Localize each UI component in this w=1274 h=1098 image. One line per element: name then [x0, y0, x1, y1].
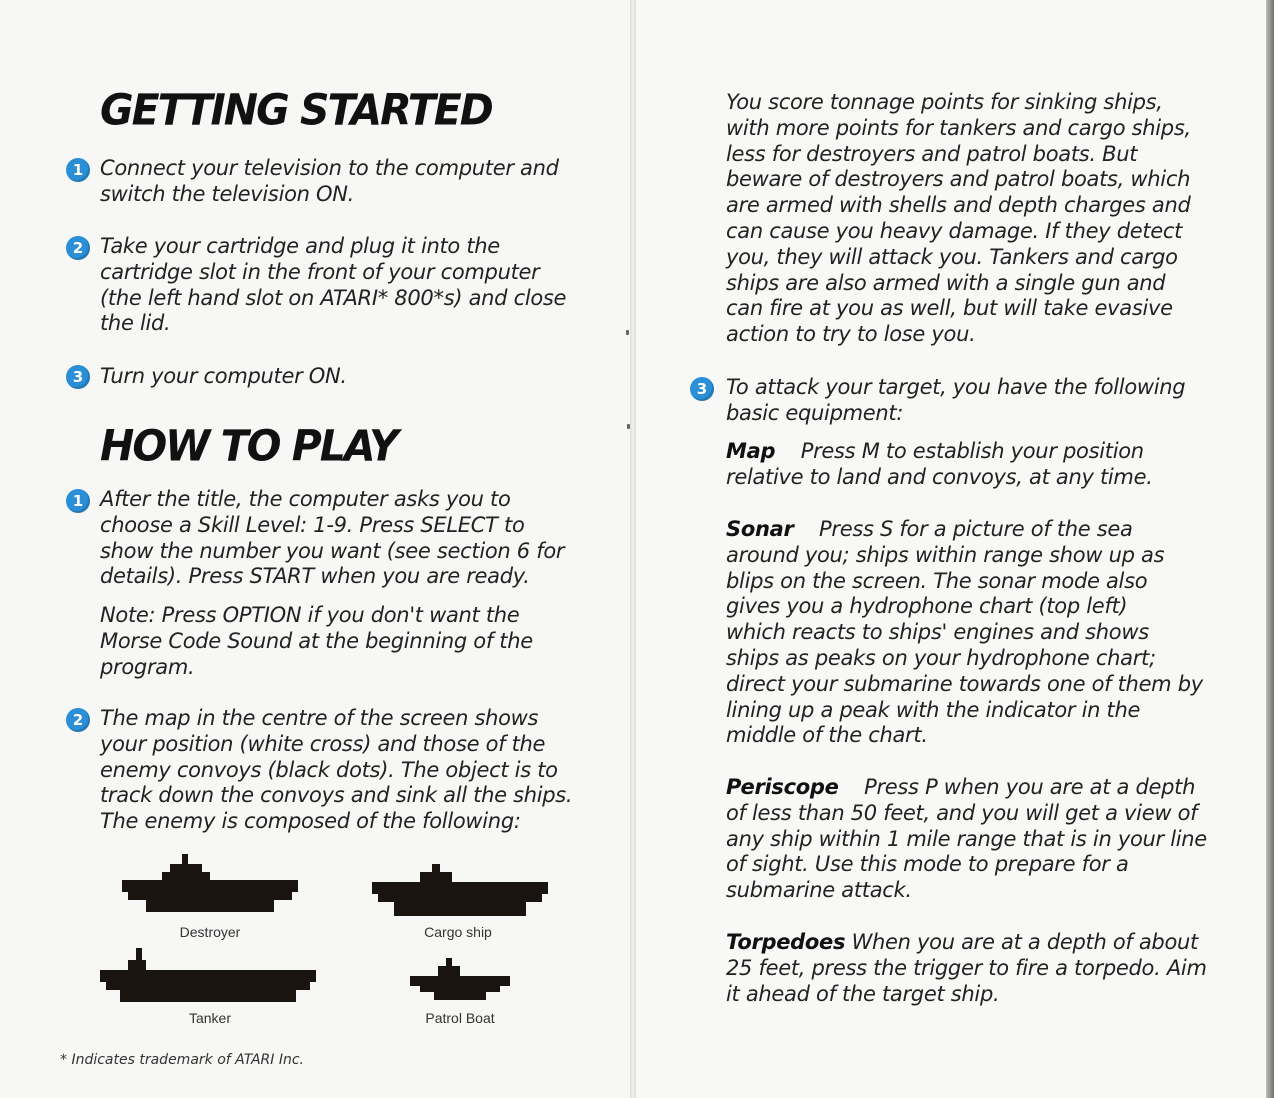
dust-speck — [626, 330, 629, 335]
dust-speck — [627, 424, 630, 429]
destroyer-ship-icon — [122, 854, 298, 918]
step-number-badge: 2 — [66, 236, 90, 260]
right-page — [636, 0, 1268, 1098]
sonar-equipment — [726, 517, 1226, 749]
sonar-description: Press S for a picture of the sea around you; ships within range show up as blips on the screen. The sonar mode also gives you a hydrophone chart (top left) which reacts to ships' engines and shows ships as peaks on your hydrophone chart; direct your submarine towards one of them by lining up a peak with the indicator in the middle of the chart. — [726, 517, 1203, 748]
step-text: Connect your television to the computer and switch the television ON. — [100, 156, 559, 206]
sonar-label: Sonar — [726, 517, 794, 541]
trademark-footnote: * Indicates trademark of ATARI Inc. — [60, 1052, 305, 1068]
destroyer-caption: Destroyer — [179, 924, 241, 940]
map-description: Press M to establish your position relative to land and convoys, at any time. — [726, 439, 1153, 489]
periscope-equipment — [726, 775, 1226, 904]
torpedoes-equipment — [726, 930, 1226, 1007]
heading-getting-started: GETTING STARTED — [100, 84, 492, 136]
step-number-badge: 3 — [690, 377, 714, 401]
how-to-play-note — [100, 603, 600, 680]
heading-how-to-play: HOW TO PLAY — [100, 420, 397, 472]
note-text: Note: Press OPTION if you don't want the Morse Code Sound at the beginning of the program. — [100, 603, 533, 679]
map-label: Map — [726, 439, 776, 463]
step-number-badge: 1 — [66, 489, 90, 513]
step-text: Take your cartridge and plug it into the cartridge slot in the front of your computer (the left hand slot on ATARI* 800*s) and close the lid. — [100, 234, 567, 336]
patrol-boat-caption: Patrol Boat — [425, 1010, 495, 1026]
cargo-ship-caption: Cargo ship — [424, 924, 492, 940]
scoring-paragraph: You score tonnage points for sinking ships, with more points for tankers and cargo ships, less for destroyers and patrol boats. But beware of destroyers and patrol boats, which are armed with shells and depth charges and can cause you heavy damage. If they detect you, they will attack you. Tankers and cargo ships are also armed with a single gun and can fire at you as well, but will take evasive action to try to lose you. — [726, 90, 1191, 347]
patrol-boat-icon — [410, 958, 510, 1002]
step-text: Turn your computer ON. — [100, 364, 347, 388]
step-number-badge: 3 — [66, 365, 90, 389]
tanker-ship-icon — [100, 948, 316, 1004]
step-text: To attack your target, you have the following basic equipment: — [726, 375, 1186, 425]
tanker-caption: Tanker — [188, 1010, 232, 1026]
torpedoes-label: Torpedoes — [726, 930, 846, 954]
periscope-description: Press P when you are at a depth of less than 50 feet, and you will get a view of any ship within 1 mile range that is in your line of sight. Use this mode to prepare for a submarine attack. — [726, 775, 1207, 903]
step-number-badge: 2 — [66, 708, 90, 732]
cargo-ship-icon — [372, 864, 548, 918]
map-equipment — [726, 439, 1226, 491]
torpedoes-description: When you are at a depth of about 25 feet, press the trigger to fire a torpedo. Aim it ahead of the target ship. — [726, 930, 1207, 1006]
periscope-label: Periscope — [726, 775, 839, 799]
step-text: After the title, the computer asks you to choose a Skill Level: 1-9. Press SELECT to show the number you want (see section 6 for details). Press START when you are ready. — [100, 487, 565, 589]
left-page — [0, 0, 630, 1098]
page-edge — [1266, 0, 1274, 1098]
step-text: The map in the centre of the screen shows your position (white cross) and those of the enemy convoys (black dots). The object is to track down the convoys and sink all the ships. The enemy is composed of the following: — [100, 706, 573, 834]
step-number-badge: 1 — [66, 158, 90, 182]
